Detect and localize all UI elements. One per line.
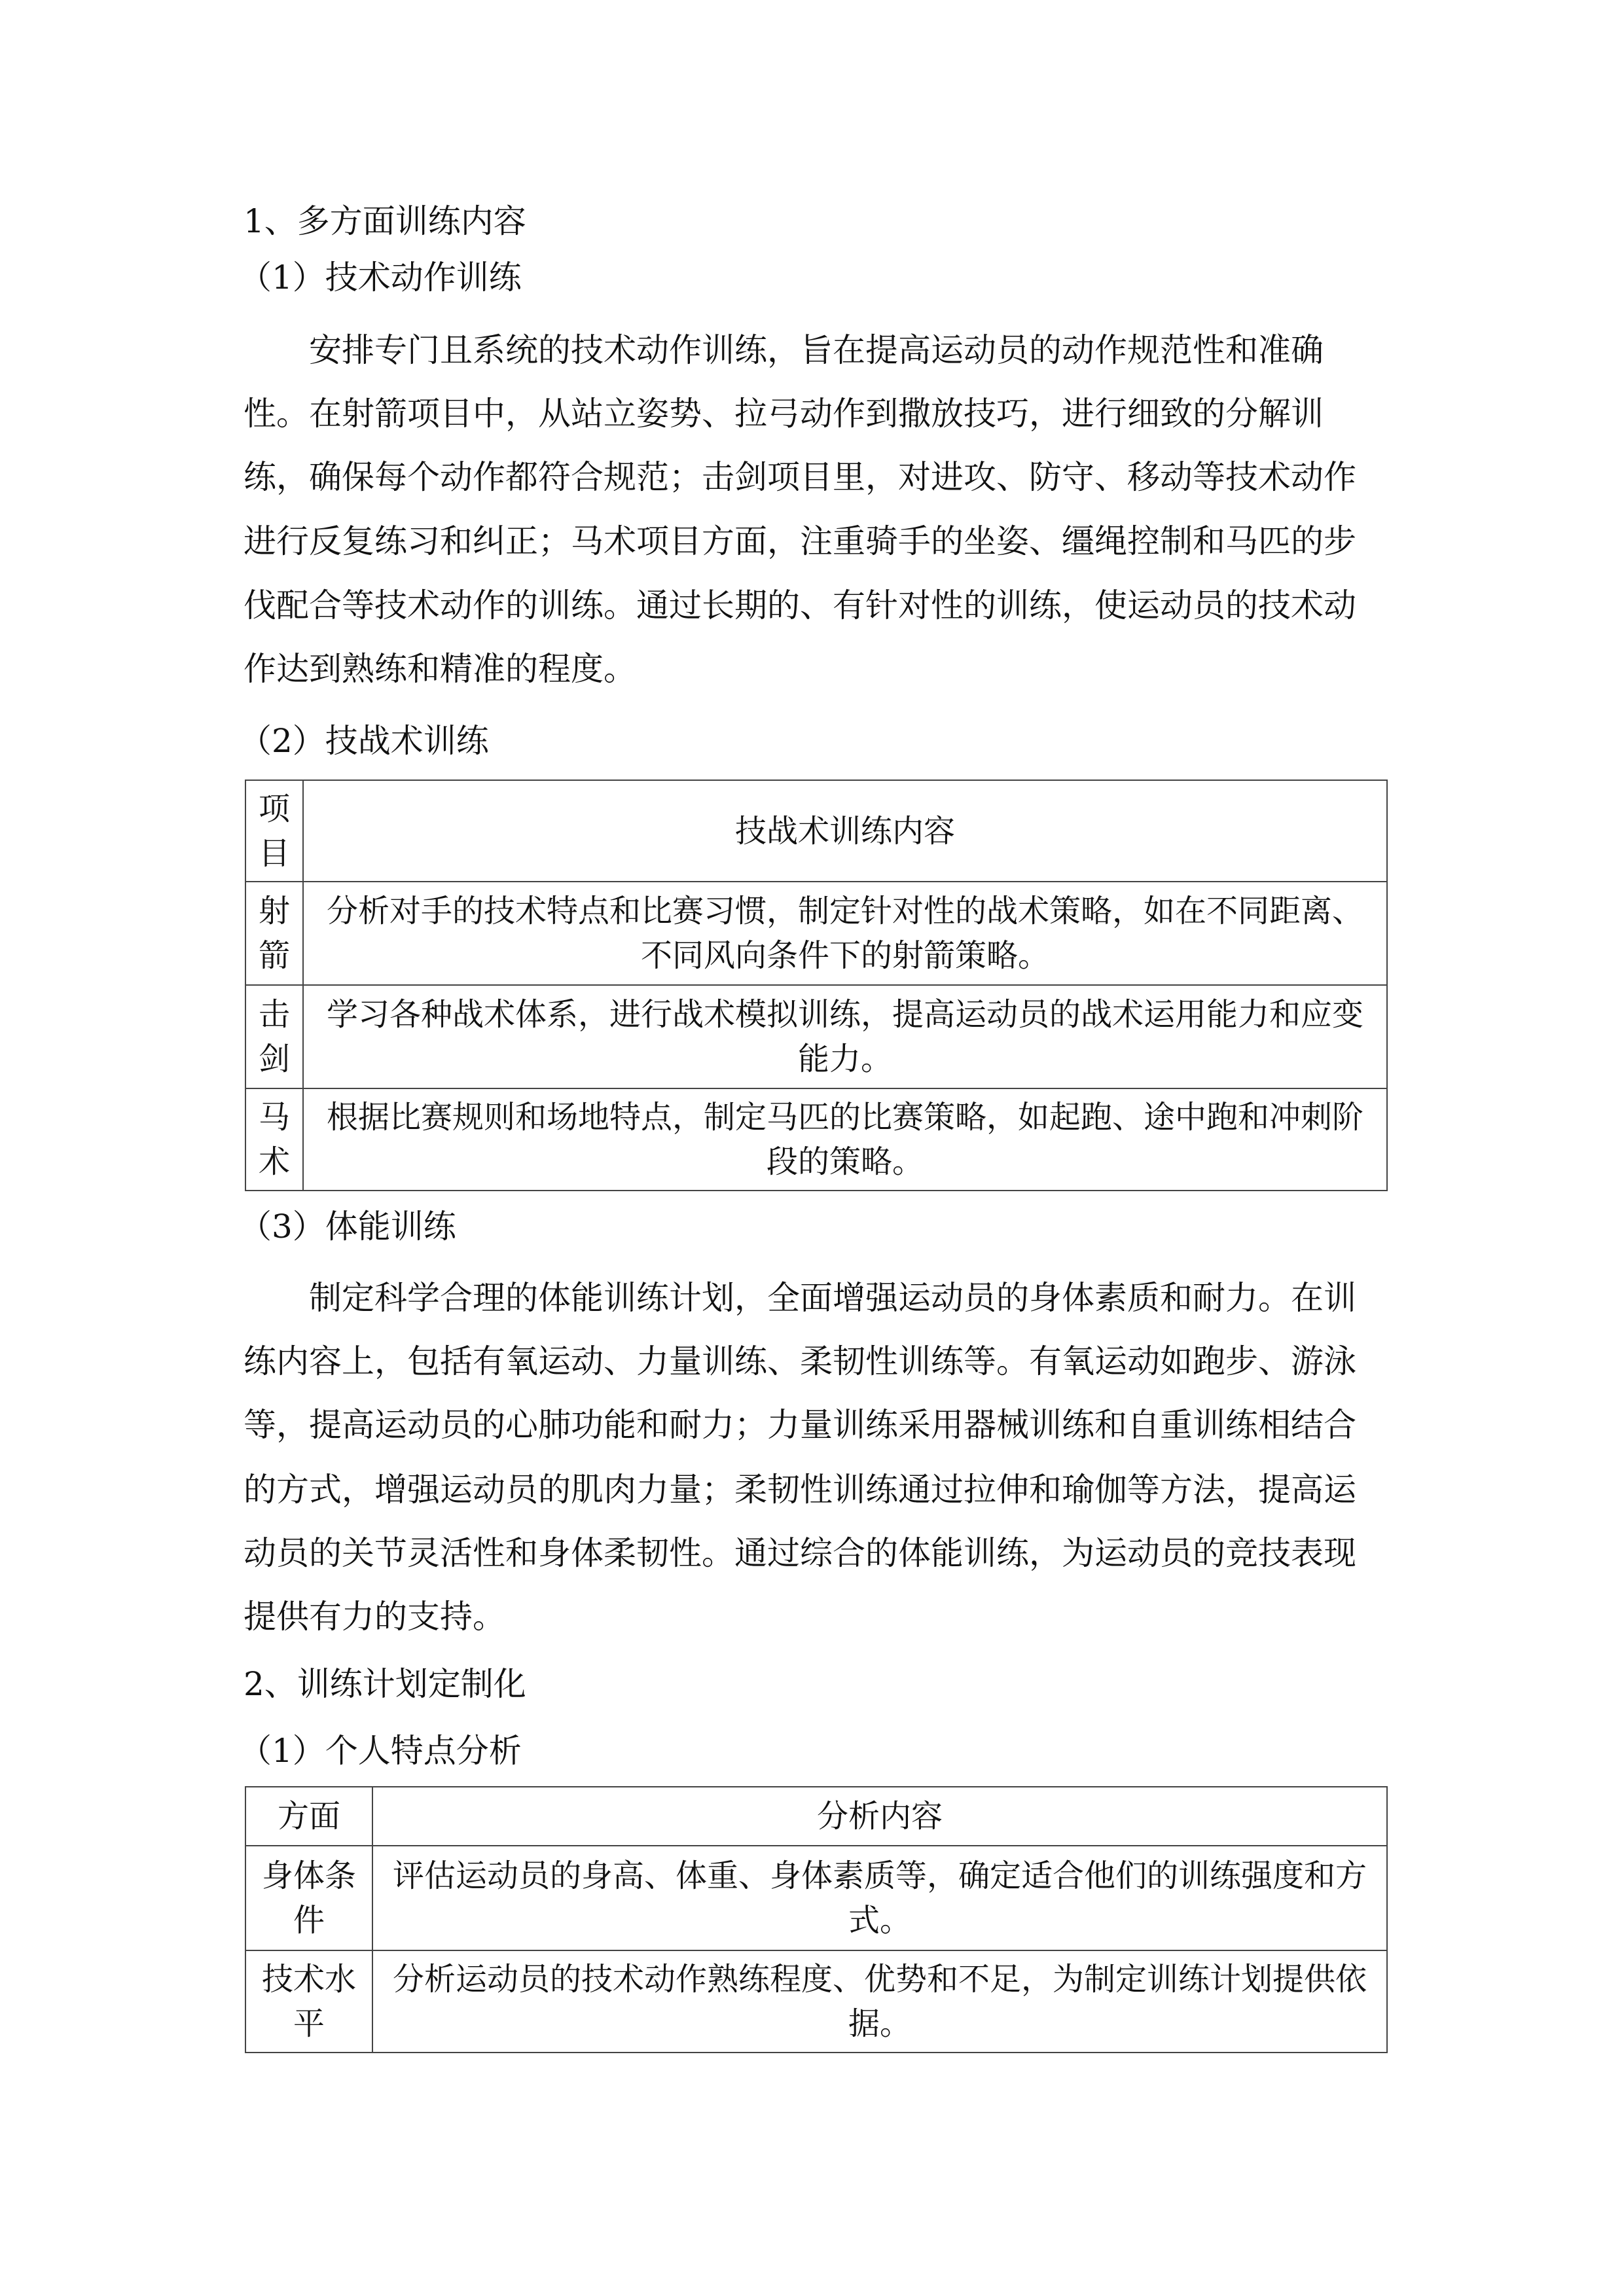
paragraph-line: 性。在射箭项目中，从站立姿势、拉弓动作到撒放技巧，进行细致的分解训 — [244, 395, 1324, 433]
paragraph-line: 制定科学合理的体能训练计划，全面增强运动员的身体素质和耐力。在训 — [309, 1279, 1356, 1317]
header-cell: 分析内容 — [372, 1787, 1387, 1846]
paragraph-line: 进行反复练习和纠正；马术项目方面，注重骑手的坐姿、缰绳控制和马匹的步 — [244, 522, 1356, 560]
table-row — [245, 1950, 1387, 2053]
subsection-heading-fitness: （3）体能训练 — [239, 1208, 456, 1246]
content-cell: 根据比赛规则和场地特点，制定马匹的比赛策略，如起跑、途中跑和冲刺阶段的策略。 — [303, 1088, 1387, 1191]
paragraph-line: 练，确保每个动作都符合规范；击剑项目里，对进攻、防守、移动等技术动作 — [244, 458, 1356, 496]
header-cell: 项目 — [245, 780, 303, 882]
content-cell: 分析运动员的技术动作熟练程度、优势和不足，为制定训练计划提供依据。 — [372, 1950, 1387, 2053]
aspect-cell: 身体条件 — [245, 1846, 372, 1950]
table-row — [245, 985, 1387, 1088]
subsection-heading-tactics: （2）技战术训练 — [239, 722, 489, 760]
subsection-heading-analysis: （1）个人特点分析 — [239, 1732, 522, 1770]
content-cell: 学习各种战术体系，进行战术模拟训练，提高运动员的战术运用能力和应变能力。 — [303, 985, 1387, 1088]
paragraph-line: 练内容上，包括有氧运动、力量训练、柔韧性训练等。有氧运动如跑步、游泳 — [244, 1342, 1356, 1380]
header-cell: 方面 — [245, 1787, 372, 1846]
table-row — [245, 882, 1387, 985]
sport-cell: 马术 — [245, 1088, 303, 1191]
table-row — [245, 1846, 1387, 1950]
sport-cell: 射箭 — [245, 882, 303, 985]
analysis-table — [245, 1786, 1388, 2053]
tactics-table — [245, 780, 1388, 1191]
table-header-row — [245, 1787, 1387, 1846]
subsection-heading-technical: （1）技术动作训练 — [239, 259, 522, 296]
paragraph-line: 等，提高运动员的心肺功能和耐力；力量训练采用器械训练和自重训练相结合 — [244, 1406, 1356, 1444]
content-cell: 评估运动员的身高、体重、身体素质等，确定适合他们的训练强度和方式。 — [372, 1846, 1387, 1950]
section-heading-1: 1、多方面训练内容 — [244, 202, 526, 240]
header-cell: 技战术训练内容 — [303, 780, 1387, 882]
paragraph-line: 的方式，增强运动员的肌肉力量；柔韧性训练通过拉伸和瑜伽等方法，提高运 — [244, 1471, 1356, 1509]
paragraph-line: 安排专门且系统的技术动作训练，旨在提高运动员的动作规范性和准确 — [309, 331, 1324, 369]
content-cell: 分析对手的技术特点和比赛习惯，制定针对性的战术策略，如在不同距离、不同风向条件下的射箭策略。 — [303, 882, 1387, 985]
paragraph-line: 伐配合等技术动作的训练。通过长期的、有针对性的训练，使运动员的技术动 — [244, 586, 1356, 624]
sport-cell: 击剑 — [245, 985, 303, 1088]
paragraph-line: 提供有力的支持。 — [244, 1598, 505, 1636]
section-heading-2: 2、训练计划定制化 — [244, 1665, 526, 1703]
table-header-row — [245, 780, 1387, 882]
table-row — [245, 1088, 1387, 1191]
paragraph-line: 作达到熟练和精准的程度。 — [244, 650, 636, 688]
aspect-cell: 技术水平 — [245, 1950, 372, 2053]
paragraph-line: 动员的关节灵活性和身体柔韧性。通过综合的体能训练，为运动员的竞技表现 — [244, 1534, 1356, 1572]
